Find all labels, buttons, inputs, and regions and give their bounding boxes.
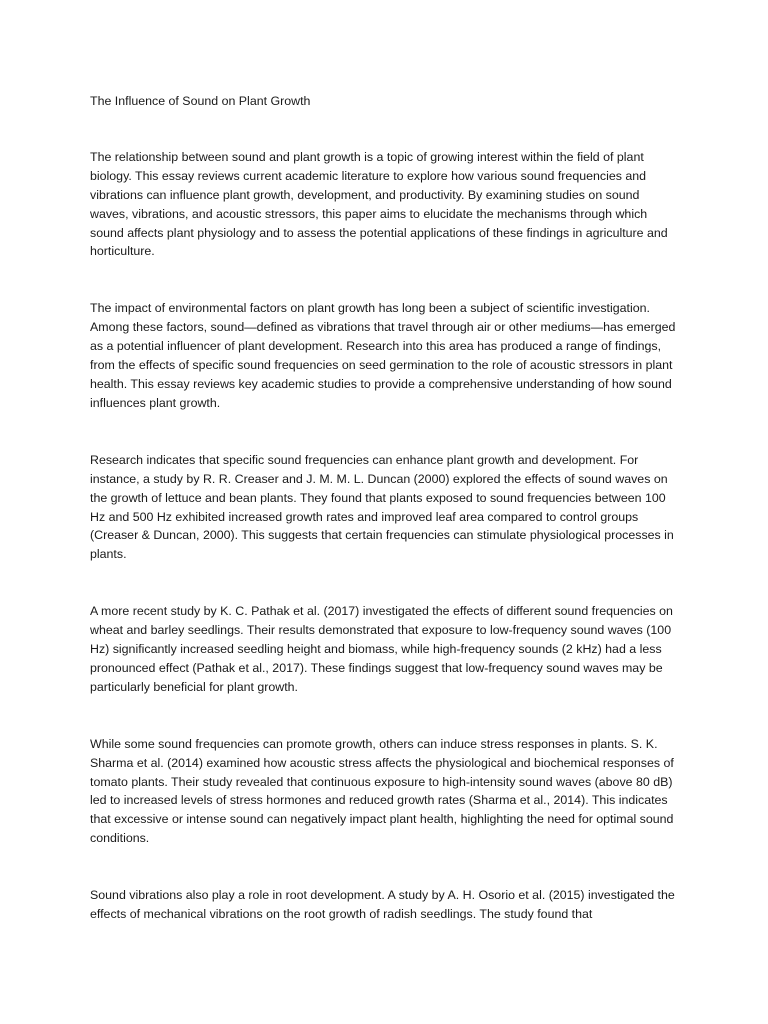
paragraph-root-development: Sound vibrations also play a role in root development. A study by A. H. Osorio et al. (2015) investigated the effects of mechanical vibrations on the root growth of radish seedlings. The study found that [90,888,675,922]
paragraph-abstract: The relationship between sound and plant growth is a topic of growing interest within the field of plant biology. This essay reviews current academic literature to explore how various sound frequencies and vibrations can influence plant growth, development, and productivity. By examining studies on sound waves, vibrations, and acoustic stressors, this paper aims to elucidate the mechanisms through which sound affects plant physiology and to assess the potential applications of these findings in agriculture and horticulture. [90,149,668,259]
paragraph-introduction: The impact of environmental factors on plant growth has long been a subject of scientific investigation. Among these factors, sound—defined as vibrations that travel through air or other mediums—has emerged as a potential influencer of plant development. Research into this area has produced a range of findings, from the effects of specific sound frequencies on seed germination to the role of acoustic stressors in plant health. This essay reviews key academic studies to provide a comprehensive understanding of how sound influences plant growth. [90,301,676,410]
document-title: The Influence of Sound on Plant Growth [90,94,311,108]
paragraph-acoustic-stress: While some sound frequencies can promote growth, others can induce stress responses in plants. S. K. Sharma et al. (2014) examined how acoustic stress affects the physiological and biochemical responses of tomato plants. Their study revealed that continuous exposure to high-intensity sound waves (above 80 dB) led to increased levels of stress hormones and reduced growth rates (Sharma et al., 2014). This indicates that excessive or intense sound can negatively impact plant health, highlighting the need for optimal sound conditions. [90,736,674,846]
paragraph-pathak-study: A more recent study by K. C. Pathak et al. (2017) investigated the effects of different sound frequencies on wheat and barley seedlings. Their results demonstrated that exposure to low-frequency sound waves (100 Hz) significantly increased seedling height and biomass, while high-frequency sounds (2 kHz) had a less pronounced effect (Pathak et al., 2017). These findings suggest that low-frequency sound waves may be particularly beneficial for plant growth. [90,604,673,694]
paragraph-growth-frequencies: Research indicates that specific sound frequencies can enhance plant growth and development. For instance, a study by R. R. Creaser and J. M. M. L. Duncan (2000) explored the effects of sound waves on the growth of lettuce and bean plants. They found that plants exposed to sound frequencies between 100 Hz and 500 Hz exhibited increased growth rates and improved leaf area compared to control groups (Creaser & Duncan, 2000). This suggests that certain frequencies can stimulate physiological processes in plants. [90,452,674,562]
document-body [90,92,680,962]
